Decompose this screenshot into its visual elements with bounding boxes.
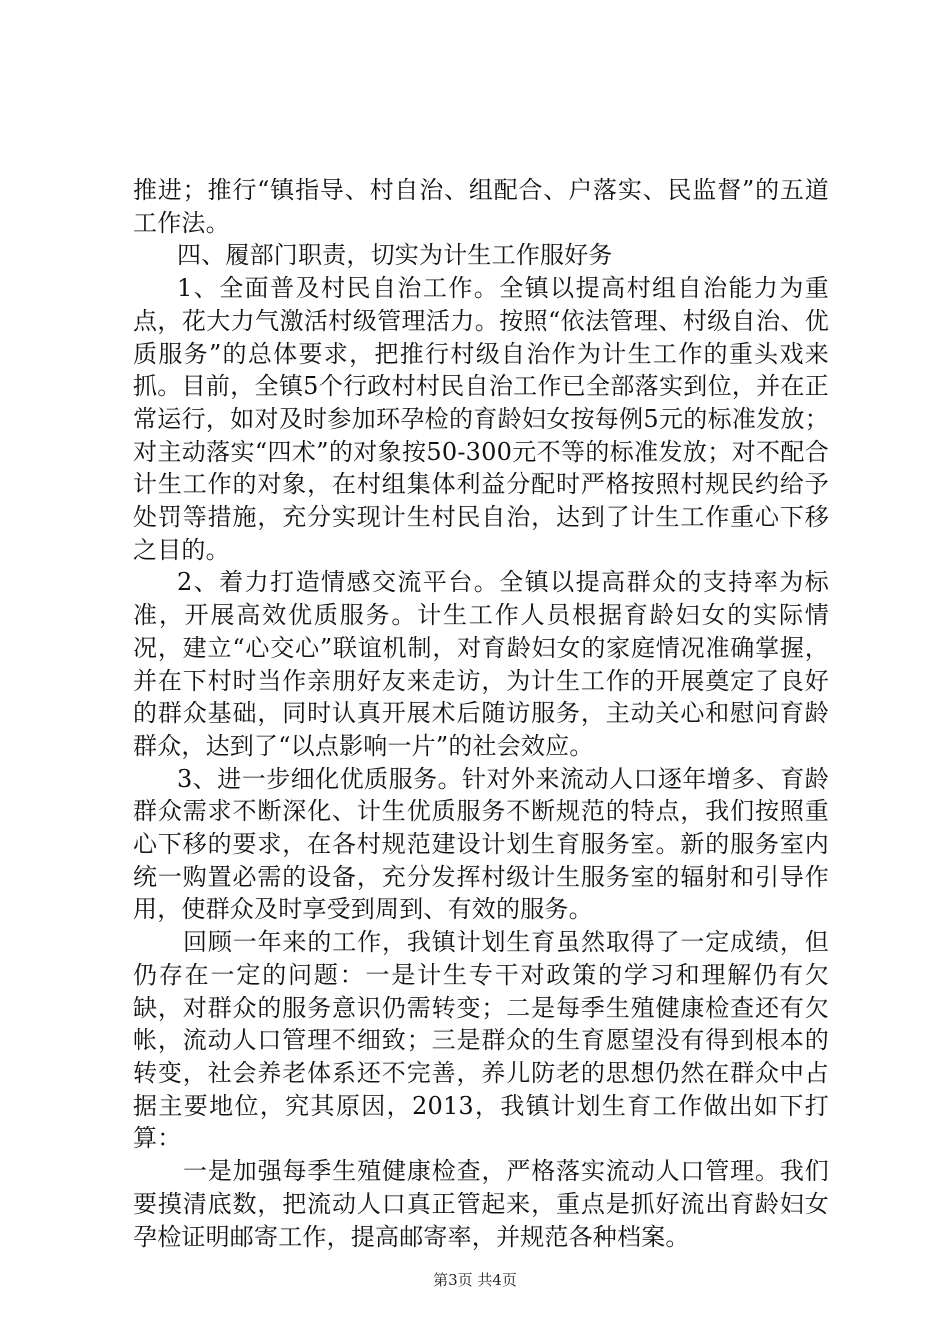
paragraph-item-2: 2、着力打造情感交流平台。全镇以提高群众的支持率为标准，开展高效优质服务。计生工作人员根据育龄妇女的实际情况，建立“心交心”联谊机制，对育龄妇女的家庭情况准确掌握，并在下村时当作亲朋好友来走访，为计生工作的开展奠定了良好的群众基础，同时认真开展术后随访服务，主动关心和慰问育龄群众，达到了“以点影响一片”的社会效应。 <box>133 568 829 760</box>
paragraph-item-1: 1、全面普及村民自治工作。全镇以提高村组自治能力为重点，花大力气激活村级管理活力。按照“依法管理、村级自治、优质服务”的总体要求，把推行村级自治作为计生工作的重头戏来抓。目前，全镇5个行政村村民自治工作已全部落实到位，并在正常运行，如对及时参加环孕检的育龄妇女按每例5元的标准发放；对主动落实“四术”的对象按50-300元不等的标准发放；对不配合计生工作的对象，在村组集体利益分配时严格按照村规民约给予处罚等措施，充分实现计生村民自治，达到了计生工作重心下移之目的。 <box>133 274 829 564</box>
paragraph-review: 回顾一年来的工作，我镇计划生育虽然取得了一定成绩，但仍存在一定的问题：一是计生专干对政策的学习和理解仍有欠缺，对群众的服务意识仍需转变；二是每季生殖健康检查还有欠帐，流动人口管理不细致；三是群众的生育愿望没有得到根本的转变，社会养老体系还不完善，养儿防老的思想仍然在群众中占据主要地位，究其原因，2013，我镇计划生育工作做出如下打算： <box>133 928 829 1153</box>
page-footer <box>0 1270 950 1290</box>
paragraph-item-3: 3、进一步细化优质服务。针对外来流动人口逐年增多、育龄群众需求不断深化、计生优质服务不断规范的特点，我们按照重心下移的要求，在各村规范建设计划生育服务室。新的服务室内统一购置必需的设备，充分发挥村级计生服务室的辐射和引导作用，使群众及时享受到周到、有效的服务。 <box>133 764 829 924</box>
paragraph-continuation: 推进；推行“镇指导、村自治、组配合、户落实、民监督”的五道工作法。 <box>133 176 829 237</box>
section-heading-4: 四、履部门职责，切实为计生工作服好务 <box>177 241 613 270</box>
page-total: 共4页 <box>477 1271 517 1289</box>
paragraph-plan-1: 一是加强每季生殖健康检查，严格落实流动人口管理。我们要摸清底数，把流动人口真正管起来，重点是抓好流出育龄妇女孕检证明邮寄工作，提高邮寄率，并规范各种档案。 <box>133 1157 829 1251</box>
page-number: 第3页 <box>433 1271 473 1289</box>
document-body <box>133 174 829 1253</box>
